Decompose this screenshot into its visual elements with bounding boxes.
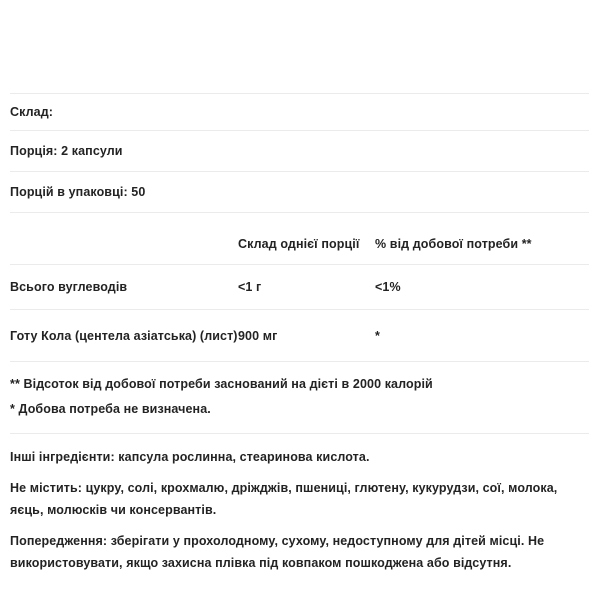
footnote-daily-value-basis: ** Відсоток від добової потреби заснований на дієті в 2000 калорій	[10, 377, 433, 391]
composition-label: Склад:	[10, 105, 54, 119]
table-row	[10, 310, 589, 362]
ingredient-name: Готу Кола (центела азіатська) (лист)	[10, 328, 238, 343]
supplement-facts-panel	[10, 0, 589, 583]
ingredient-amount: 900 мг	[238, 328, 278, 343]
servings-per-container-text: Порцій в упаковці: 50	[10, 185, 146, 199]
other-ingredients-text: Інші інгредієнти: капсула рослинна, стеаринова кислота.	[10, 450, 370, 464]
servings-per-container-row	[10, 172, 589, 213]
table-row	[10, 265, 589, 310]
top-spacer	[10, 0, 589, 93]
ingredient-daily-value: <1%	[375, 280, 401, 294]
table-header-daily-value: % від добової потреби **	[375, 237, 532, 251]
table-header-row	[10, 213, 589, 265]
table-header-amount: Склад однієї порції	[238, 237, 360, 251]
ingredient-amount: <1 г	[238, 280, 262, 294]
composition-header-row	[10, 94, 589, 131]
serving-size-text: Порція: 2 капсули	[10, 144, 123, 158]
footnote-dv-not-established: * Добова потреба не визначена.	[10, 402, 211, 416]
free-of-text: Не містить: цукру, солі, крохмалю, дріжджів, пшениці, глютену, кукурудзи, сої, молока, яєць, молюсків чи консервантів.	[10, 480, 558, 517]
other-info-block	[10, 434, 589, 574]
footnotes-block	[10, 362, 589, 434]
ingredient-name: Всього вуглеводів	[10, 280, 128, 294]
serving-size-row	[10, 131, 589, 172]
ingredient-daily-value: *	[375, 328, 380, 343]
warning-text: Попередження: зберігати у прохолодному, сухому, недоступному для дітей місці. Не використовувати, якщо захисна плівка під ковпаком пошкоджена або відсутня.	[10, 533, 545, 570]
